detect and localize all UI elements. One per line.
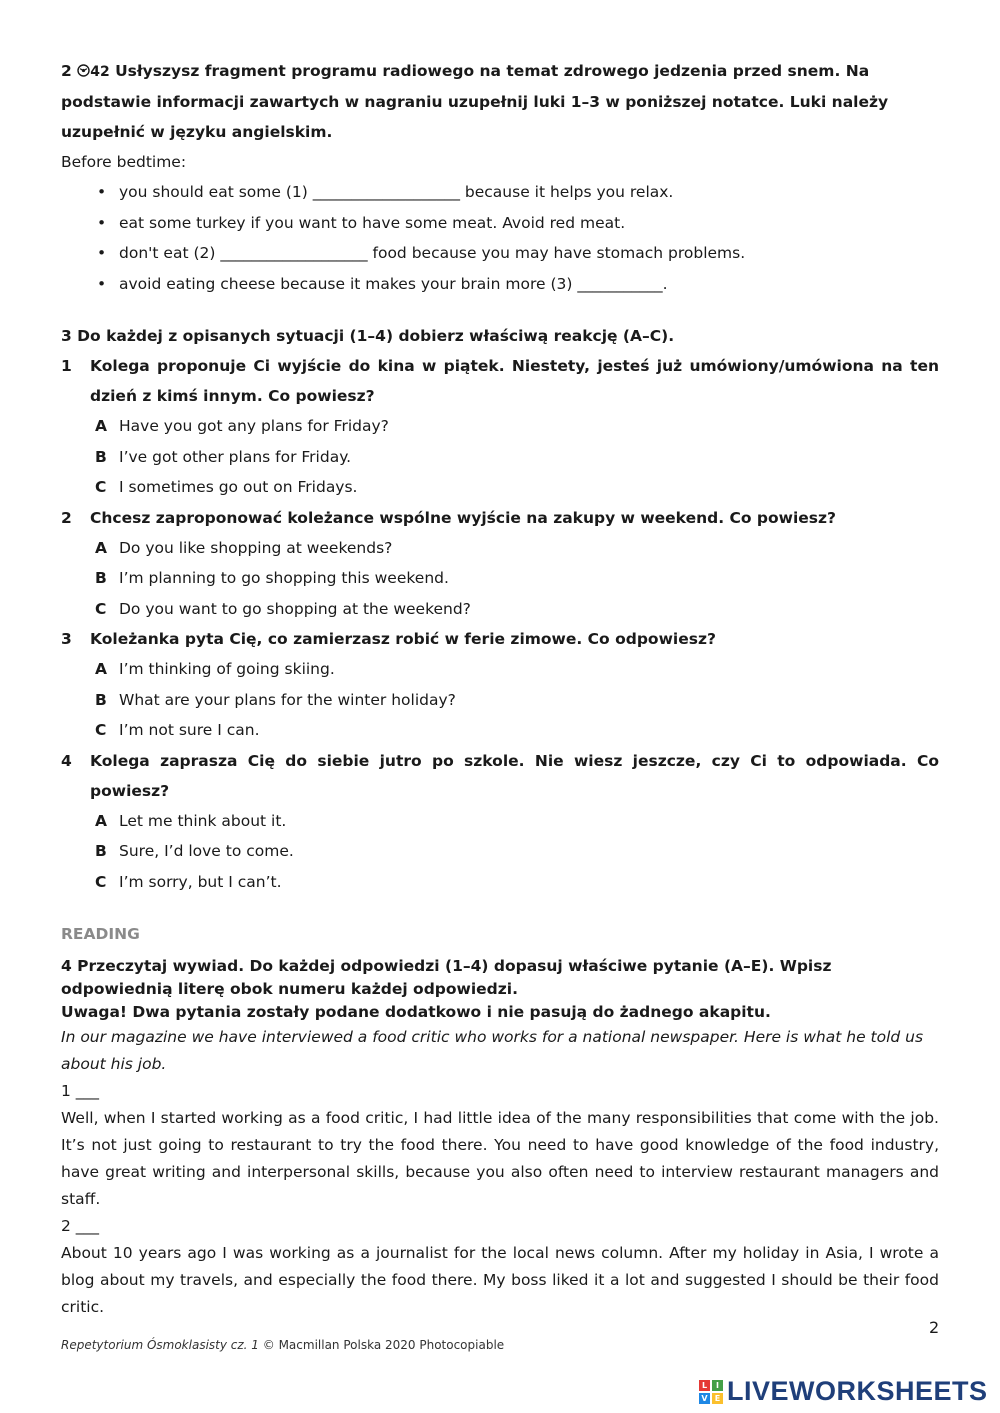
task2-instruction: [61, 56, 939, 147]
interview-intro: In our magazine we have interviewed a food critic who works for a national newspaper. Here is what he told us about his job.: [61, 1028, 924, 1073]
task2-lead: Before bedtime:: [61, 153, 187, 171]
note-text: you should eat some (1) ___________________ because it helps you relax.: [119, 183, 674, 201]
option-b[interactable]: B Sure, I’d love to come.: [95, 842, 294, 860]
page-footer: [61, 1338, 504, 1352]
note-text: don't eat (2) ___________________ food because you may have stomach problems.: [119, 244, 746, 262]
list-item: [97, 238, 939, 269]
bullet-icon: •: [97, 213, 107, 232]
task3-question-4: [61, 746, 939, 898]
question-text: Koleżanka pyta Cię, co zamierzasz robić w ferie zimowe. Co odpowiesz?: [90, 630, 716, 648]
option-a[interactable]: A Do you like shopping at weekends?: [95, 538, 393, 557]
answer-label-2[interactable]: 2 ___: [61, 1217, 100, 1235]
question-number: 2: [61, 508, 72, 527]
note-text: eat some turkey if you want to have some meat. Avoid red meat.: [119, 213, 626, 232]
list-item: [97, 177, 939, 208]
task3-instruction: 3 Do każdej z opisanych sytuacji (1–4) dobierz właściwą reakcję (A–C).: [61, 327, 675, 345]
question-number: 3: [61, 630, 72, 648]
question-text: Kolega zaprasza Cię do siebie jutro po szkole. Nie wiesz jeszcze, czy Ci to odpowiada. Co powiesz?: [90, 751, 939, 800]
section-heading-reading: READING: [61, 925, 140, 943]
question-number: 4: [61, 751, 72, 770]
task4-instruction: 4 Przeczytaj wywiad. Do każdej odpowiedzi (1–4) dopasuj właściwe pytanie (A–E). Wpisz odpowiednią literę obok numeru każdej odpowiedzi.: [61, 957, 832, 998]
list-item: [97, 269, 939, 300]
page-number: 2: [929, 1318, 940, 1337]
bullet-icon: •: [97, 183, 107, 201]
worksheet-page: [61, 56, 939, 1321]
logo-grid-icon: L I V E: [699, 1380, 723, 1404]
question-text: Kolega proponuje Ci wyjście do kina w piątek. Niestety, jesteś już umówiony/umówiona na ten dzień z kimś innym. Co powiesz?: [90, 357, 939, 405]
task3-question-2: [61, 503, 939, 625]
option-c[interactable]: C I’m not sure I can.: [95, 721, 260, 739]
question-text: Chcesz zaproponować koleżance wspólne wyjście na zakupy w weekend. Co powiesz?: [90, 508, 837, 527]
footer-source: Repetytorium Ósmoklasisty cz. 1: [61, 1338, 259, 1352]
option-c[interactable]: C I sometimes go out on Fridays.: [95, 478, 358, 496]
liveworksheets-logo[interactable]: [699, 1376, 988, 1407]
disc-icon[interactable]: [77, 57, 109, 87]
option-b[interactable]: B What are your plans for the winter holiday?: [95, 690, 456, 709]
answer-label-1[interactable]: 1 ___: [61, 1082, 100, 1100]
task2-notes: [61, 177, 939, 299]
task2-number: 2: [61, 62, 72, 80]
task2-instruction-text: Usłyszysz fragment programu radiowego na temat zdrowego jedzenia przed snem. Na podstawie informacji zawartych w nagraniu uzupełnij luki 1–3 w poniższej notatce. Luki należy uzupełnić w języku angielskim.: [61, 62, 889, 141]
list-item: [97, 208, 939, 239]
task3-question-3: [61, 624, 939, 746]
task4-note: Uwaga! Dwa pytania zostały podane dodatkowo i nie pasują do żadnego akapitu.: [61, 1003, 771, 1021]
option-b[interactable]: B I’ve got other plans for Friday.: [95, 447, 352, 466]
bullet-icon: •: [97, 274, 107, 293]
option-c[interactable]: C I’m sorry, but I can’t.: [95, 872, 282, 891]
brand-name: LIVEWORKSHEETS: [727, 1376, 988, 1406]
answer-text-1: Well, when I started working as a food critic, I had little idea of the many responsibilities that come with the job. It’s not just going to restaurant to try the food there. You need to have good knowledge of the food industry, have great writing and interpersonal skills, because you also often need to interview restaurant managers and staff.: [61, 1109, 939, 1208]
answer-text-2: About 10 years ago I was working as a journalist for the local news column. After my holiday in Asia, I wrote a blog about my travels, and especially the food there. My boss liked it a lot and suggested I should be their food critic.: [61, 1244, 939, 1316]
option-a[interactable]: A Have you got any plans for Friday?: [95, 417, 389, 435]
option-a[interactable]: A Let me think about it.: [95, 811, 287, 830]
option-b[interactable]: B I’m planning to go shopping this weekend.: [95, 569, 449, 587]
bullet-icon: •: [97, 244, 107, 262]
footer-copyright: © Macmillan Polska 2020 Photocopiable: [262, 1338, 505, 1352]
note-text: avoid eating cheese because it makes your brain more (3) ___________.: [119, 274, 668, 293]
task3-question-1: [61, 351, 939, 503]
track-number: 42: [90, 64, 110, 80]
option-a[interactable]: A I’m thinking of going skiing.: [95, 660, 335, 678]
option-c[interactable]: C Do you want to go shopping at the weekend?: [95, 599, 471, 618]
question-number: 1: [61, 357, 72, 375]
